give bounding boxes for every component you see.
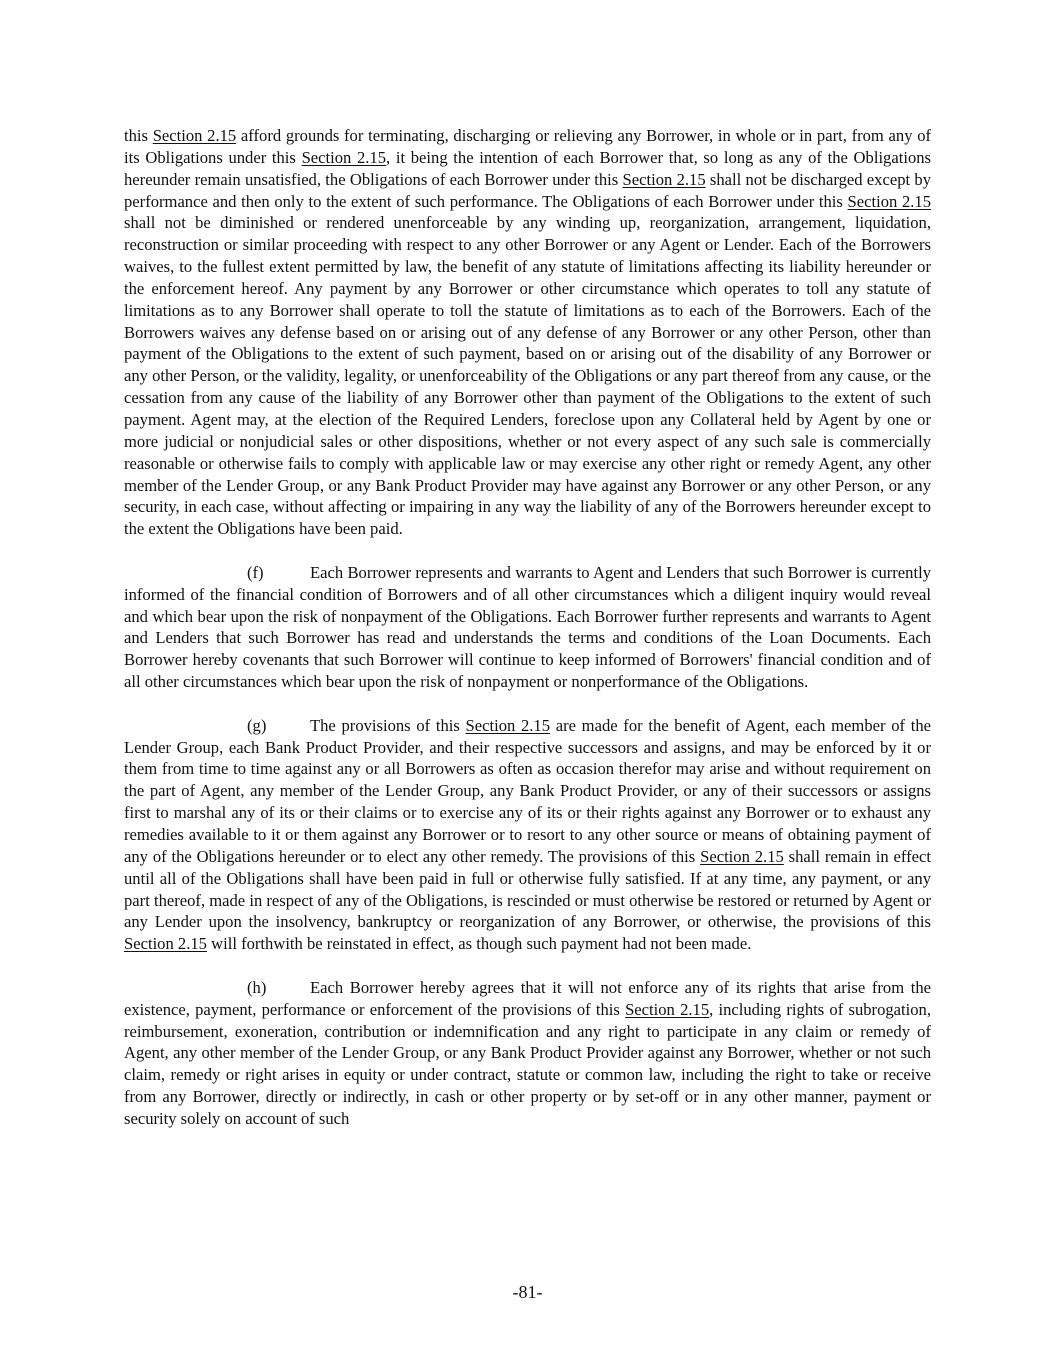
section-reference-link: Section 2.15 — [152, 126, 237, 145]
paragraph-text: Each Borrower hereby agrees that it will not enforce any of its rights that arise from the existence, payment, performance or enforcement of the provisions of this — [124, 977, 931, 1019]
paragraph-text: , it being the intention of each Borrower that, so long as any of the Obligations hereunder remain unsatisfied, the Obligations of each Borrower under this — [124, 147, 931, 189]
paragraph-text: shall not be diminished or rendered unenforceable by any winding up, reorganization, arrangement, liquidation, reconstruction or similar proceeding with respect to any other Borrower or any Agent or Lender. Each of the Borrowers waives, to the fullest extent permitted by law, the benefit of any statute of limitations affecting its liability hereunder or the enforcement hereof. Any payment by any Borrower or other circumstance which operates to toll any statute of limitations as to any Borrower shall operate to toll the statute of limitations as to each of the Borrowers. Each of the Borrowers waives any defense based on or arising out of any defense of any Borrower or any other Person, other than payment of the Obligations to the extent of such payment, based on or arising out of the disability of any Borrower or any other Person, or the validity, legality, or unenforceability of the Obligations or any part thereof from any cause, or the cessation from any cause of the liability of any Borrower other than payment of the Obligations to the extent of such payment. Agent may, at the election of the Required Lenders, foreclose upon any Collateral held by Agent by one or more judicial or nonjudicial sales or other dispositions, whether or not every aspect of any such sale is commercially reasonable or otherwise fails to comply with applicable law or may exercise any other right or remedy Agent, any other member of the Lender Group, or any Bank Product Provider may have against any Borrower or any other Person, or any security, in each case, without affecting or impairing in any way the liability of any of the Borrowers hereunder except to the extent the Obligations have been paid. — [124, 213, 931, 539]
section-reference-link: Section 2.15 — [700, 846, 784, 866]
section-reference-link: Section 2.15 — [625, 999, 710, 1019]
document-body — [124, 125, 931, 1152]
paragraph-text: this — [124, 126, 153, 145]
paragraph-text: The provisions of this — [310, 715, 466, 735]
paragraph-text: are made for the benefit of Agent, each member of the Lender Group, each Bank Product Provider, and their respective successors and assigns, and may be enforced by it or them from time to time against any or all Borrowers as often as occasion therefor may arise and without requirement on the part of Agent, any member of the Lender Group, any Bank Product Provider, or any of their successors or assigns first to marshal any of its or their claims or to exercise any of its or their rights against any Borrower or to exhaust any remedies available to it or them against any Borrower or to resort to any other source or means of obtaining payment of any of the Obligations hereunder or to elect any other remedy. The provisions of this — [124, 715, 931, 866]
paragraph-label: (g) — [247, 715, 267, 735]
paragraph-label: (h) — [247, 977, 267, 997]
paragraph-text: will forthwith be reinstated in effect, as though such payment had not been made. — [206, 934, 752, 954]
paragraph-text: shall not be discharged except by performance and then only to the extent of such performance. The Obligations of each Borrower under this — [124, 169, 931, 211]
paragraph-f — [124, 562, 931, 693]
paragraph-h — [124, 977, 931, 1130]
paragraph-g — [124, 715, 931, 955]
paragraph-text: Each Borrower represents and warrants to Agent and Lenders that such Borrower is currently informed of the financial condition of Borrowers and of all other circumstances which a diligent inquiry would reveal and which bear upon the risk of nonpayment of the Obligations. Each Borrower further represents and warrants to Agent and Lenders that such Borrower has read and understands the terms and conditions of the Loan Documents. Each Borrower hereby covenants that such Borrower will continue to keep informed of Borrowers' financial condition and of all other circumstances which bear upon the risk of nonpayment or nonperformance of the Obligations. — [124, 562, 931, 692]
paragraph-text: shall remain in effect until all of the Obligations shall have been paid in full or otherwise fully satisfied. If at any time, any payment, or any part thereof, made in respect of any of the Obligations, is rescinded or must otherwise be restored or returned by Agent or any Lender upon the insolvency, bankruptcy or reorganization of any Borrower, or otherwise, the provisions of this — [124, 846, 932, 932]
paragraph-label: (f) — [247, 562, 264, 582]
paragraph-text: afford grounds for terminating, discharging or relieving any Borrower, in whole or in part, from any of its Obligations under this — [124, 126, 932, 167]
section-reference-link: Section 2.15 — [847, 191, 932, 211]
paragraph-text: , including rights of subrogation, reimbursement, exoneration, contribution or indemnification and any right to participate in any claim or remedy of Agent, any other member of the Lender Group, or any Bank Product Provider against any Borrower, whether or not such claim, remedy or right arises in equity or under contract, statute or common law, including the right to take or receive from any Borrower, directly or indirectly, in cash or other property or by set-off or in any other manner, payment or security solely on account of such — [124, 999, 931, 1128]
section-reference-link: Section 2.15 — [622, 169, 706, 189]
page-number: -81- — [512, 1282, 543, 1302]
section-reference-link: Section 2.15 — [465, 715, 551, 735]
paragraph-continuation — [124, 125, 931, 540]
section-reference-link: Section 2.15 — [124, 934, 207, 954]
section-reference-link: Section 2.15 — [301, 147, 387, 167]
